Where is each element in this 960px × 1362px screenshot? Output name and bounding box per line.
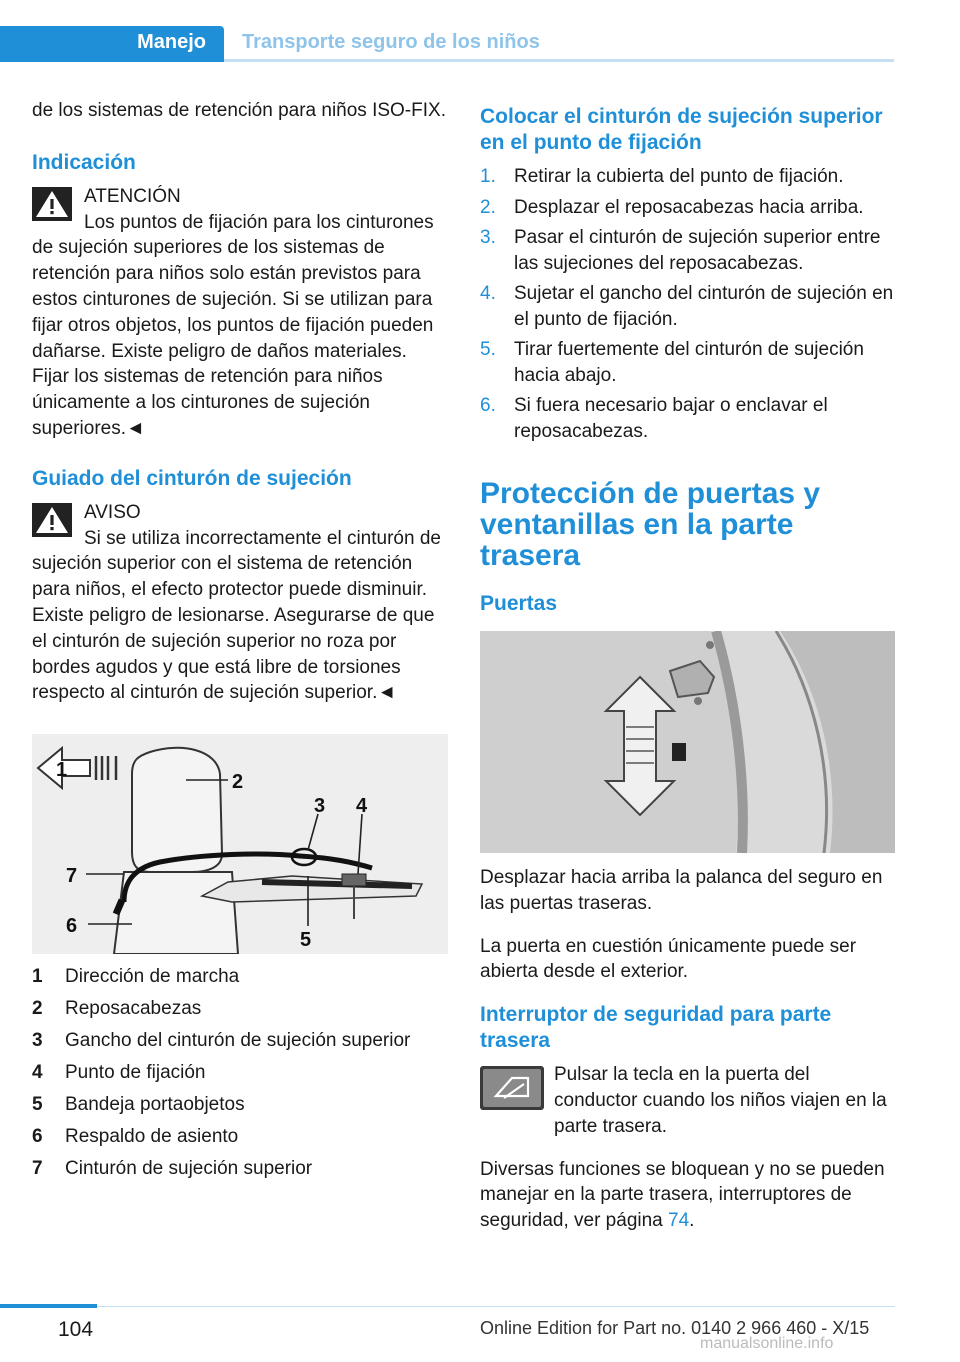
list-item: 1 Dirección de marcha <box>32 966 240 988</box>
footer-divider <box>97 1306 895 1307</box>
door-lock-illustration <box>480 631 895 853</box>
chapter-title[interactable]: Transporte seguro de los niños <box>242 31 540 53</box>
figure-label-1: 1 <box>56 759 68 782</box>
door-lock-figure <box>480 631 895 853</box>
list-item: 3 Gancho del cinturón de sujeción superior <box>32 1030 411 1052</box>
list-item: 6. Si fuera necesario bajar o enclavar el reposacabezas. <box>480 395 828 442</box>
figure-label-2: 2 <box>232 771 244 794</box>
functions-text: Diversas funciones se bloquean y no se pueden manejar en la parte trasera, interruptores de seguridad, ver página 74. <box>480 1158 885 1232</box>
list-item: 6 Respaldo de asiento <box>32 1126 239 1148</box>
switch-text: Pulsar la tecla en la puerta del conductor cuando los niños viajen en la parte trasera. <box>554 1064 887 1137</box>
left-column <box>32 98 448 1188</box>
switch-heading: Interruptor de seguridad para parte trasera <box>480 1003 832 1053</box>
page-74-link[interactable]: 74 <box>668 1210 690 1232</box>
guide-label: AVISO <box>84 501 141 523</box>
place-heading: Colocar el cinturón de sujeción superior en el punto de fijación <box>480 105 883 154</box>
tether-strap-illustration <box>32 734 448 954</box>
tether-strap-figure <box>32 734 448 954</box>
figure-legend <box>32 964 448 1182</box>
note-warning <box>32 184 448 442</box>
warning-triangle-icon <box>32 187 72 221</box>
protection-heading: Protección de puertas y ventanillas en la parte trasera <box>480 477 821 572</box>
page-number: 104 <box>58 1318 94 1341</box>
figure-label-5: 5 <box>300 929 312 952</box>
watermark: manualsonline.info <box>700 1335 834 1352</box>
header-divider <box>224 59 894 62</box>
footer-accent-bar <box>0 1304 97 1308</box>
list-item: 5. Tirar fuertemente del cinturón de sujeción hacia abajo. <box>480 339 864 386</box>
edition-text: Online Edition for Part no. 0140 2 966 460 - X/15 <box>480 1318 870 1338</box>
list-item: 7 Cinturón de sujeción superior <box>32 1158 313 1180</box>
list-item: 2 Reposacabezas <box>32 998 202 1020</box>
guide-heading: Guiado del cinturón de sujeción <box>32 466 352 490</box>
guide-text: Si se utiliza incorrectamente el cinturón de sujeción superior con el sistema de retención para niños, el efecto protector puede disminuir. Existe peligro de lesionarse. Asegurarse de que el cinturón de sujeción superior no roza por bordes agudos y que está libre de torsiones respecto al cinturón de sujeción superior.◄ <box>32 527 441 704</box>
note-label: ATENCIÓN <box>84 185 181 207</box>
doors-heading: Puertas <box>480 592 558 615</box>
intro-text: de los sistemas de retención para niños ISO-FIX. <box>32 100 446 121</box>
figure-label-3: 3 <box>314 795 326 818</box>
section-tab[interactable] <box>0 26 224 62</box>
list-item: 3. Pasar el cinturón de sujeción superior entre las sujeciones del reposacabezas. <box>480 227 881 274</box>
doors-text-1: Desplazar hacia arriba la palanca del seguro en las puertas traseras. <box>480 867 883 914</box>
figure-label-7: 7 <box>66 865 78 888</box>
note-text: Los puntos de fijación para los cinturones de sujeción superiores de los sistemas de retención para niños solo están previstos para estos cinturones de sujeción. Si se utilizan para fijar otros objetos, los puntos de fijación pueden dañarse. Existe peligro de daños materiales. Fijar los sistemas de retención para niños únicamente a los cinturones de sujeción superiores.◄ <box>32 211 434 439</box>
doors-text-2: La puerta en cuestión únicamente puede ser abierta desde el exterior. <box>480 935 857 983</box>
header-bar <box>0 26 894 62</box>
list-item: 5 Bandeja portaobjetos <box>32 1094 245 1116</box>
steps-list <box>480 164 895 444</box>
child-lock-switch-icon <box>480 1066 544 1110</box>
note-heading: Indicación <box>32 150 136 174</box>
guide-warning <box>32 500 448 706</box>
warning-triangle-icon <box>32 503 72 537</box>
list-item: 4. Sujetar el gancho del cinturón de sujeción en el punto de fijación. <box>480 283 894 330</box>
figure-label-6: 6 <box>66 915 78 938</box>
right-column <box>480 104 895 1234</box>
section-label: Manejo <box>137 31 206 53</box>
list-item: 1. Retirar la cubierta del punto de fijación. <box>480 166 844 187</box>
list-item: 4 Punto de fijación <box>32 1062 206 1084</box>
list-item: 2. Desplazar el reposacabezas hacia arriba. <box>480 196 864 218</box>
figure-label-4: 4 <box>356 795 368 818</box>
switch-description <box>480 1062 895 1139</box>
